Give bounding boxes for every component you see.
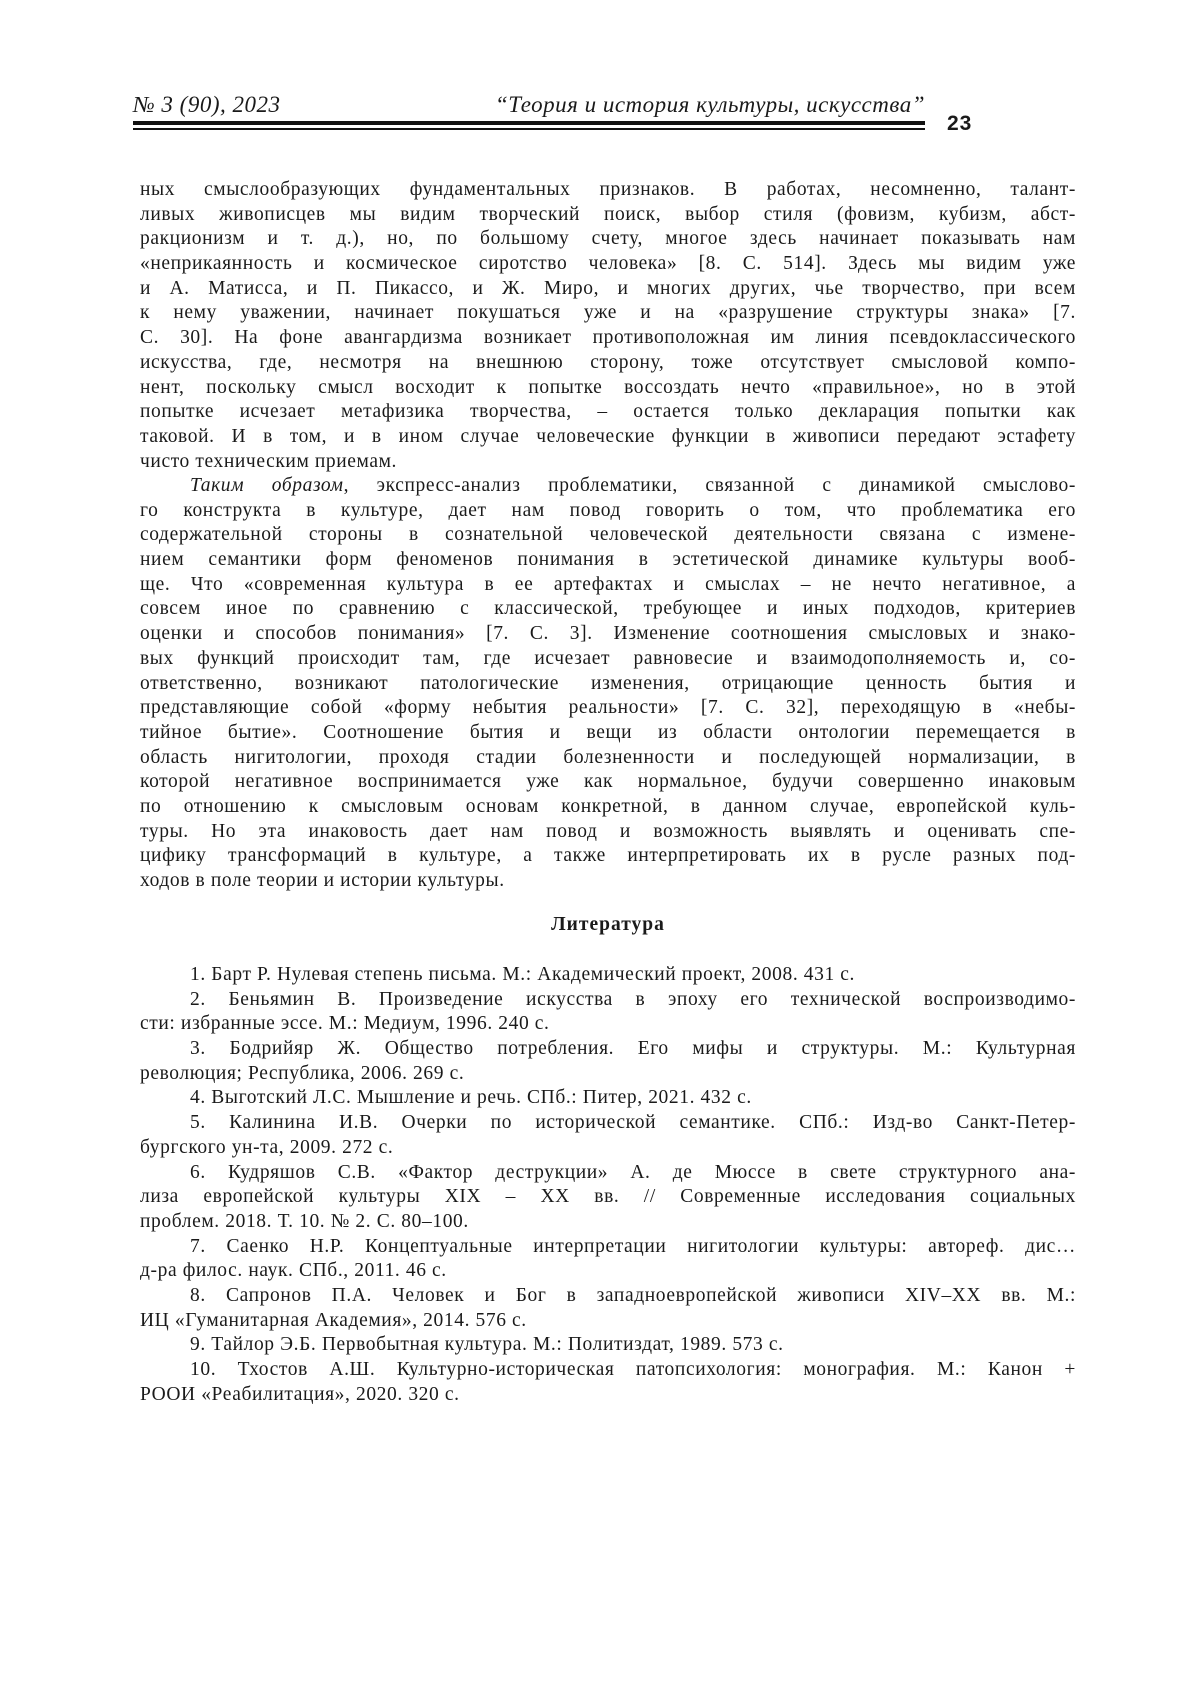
text-line: чисто техническим приемам. [140,450,1076,475]
text-line: и А. Матисса, и П. Пикассо, и Ж. Миро, и многих других, чье творчество, при всем [140,277,1076,302]
paragraph-2 [140,474,1076,894]
reference-item [140,1284,1076,1333]
reference-line: 6. Кудряшов С.В. «Фактор деструкции» А. де Мюссе в свете структурного ана- [140,1161,1076,1186]
reference-line: д-ра филос. наук. СПб., 2011. 46 с. [140,1259,1076,1284]
text-line: по отношению к смысловым основам конкретной, в данном случае, европейской куль- [140,795,1076,820]
reference-line: сти: избранные эссе. М.: Медиум, 1996. 240 с. [140,1012,1076,1037]
text-line: тийное бытие». Соотношение бытия и вещи из области онтологии перемещается в [140,721,1076,746]
text-line: «неприкаянность и космическое сиротство человека» [8. С. 514]. Здесь мы видим уже [140,252,1076,277]
text-line: нием семантики форм феноменов понимания в эстетической динамике культуры вооб- [140,548,1076,573]
reference-line: 2. Беньямин В. Произведение искусства в эпоху его технической воспроизводимо- [140,988,1076,1013]
text-line: вых функций происходит там, где исчезает равновесие и взаимодополняемость и, со- [140,647,1076,672]
header-rule-thin [133,128,925,130]
reference-line: проблем. 2018. Т. 10. № 2. С. 80–100. [140,1210,1076,1235]
reference-item [140,1111,1076,1160]
italic-lead: Таким образом [190,475,344,496]
text-line: цифику трансформаций в культуре, а также интерпретировать их в русле разных под- [140,844,1076,869]
reference-item [140,1161,1076,1235]
header-rule-thick [133,121,925,125]
text-line: туры. Но эта инаковость дает нам повод и возможность выявлять и оценивать спе- [140,820,1076,845]
reference-line: РООИ «Реабилитация», 2020. 320 с. [140,1383,1076,1408]
text-line: ливых живописцев мы видим творческий поиск, выбор стиля (фовизм, кубизм, абст- [140,203,1076,228]
text-line [140,474,1076,499]
text-line: нент, поскольку смысл восходит к попытке воссоздать нечто «правильное», но в этой [140,376,1076,401]
text-line: содержательной стороны в сознательной человеческой деятельности связана с измене- [140,523,1076,548]
text-line: область нигитологии, проходя стадии болезненности и последующей нормализации, в [140,746,1076,771]
reference-line: 3. Бодрийяр Ж. Общество потребления. Его мифы и структуры. М.: Культурная [140,1037,1076,1062]
text-line: го конструкта в культуре, дает нам повод говорить о том, что проблематика его [140,499,1076,524]
text-line: ще. Что «современная культура в ее артефактах и смыслах – не нечто негативное, а [140,573,1076,598]
text-line: искусства, где, несмотря на внешнюю сторону, тоже отсутствует смысловой компо- [140,351,1076,376]
text-line: совсем иное по сравнению с классической, требующее и иных подходов, критериев [140,597,1076,622]
text-line: С. 30]. На фоне авангардизма возникает противоположная им линия псевдоклассического [140,326,1076,351]
reference-line: 5. Калинина И.В. Очерки по исторической семантике. СПб.: Изд-во Санкт-Петер- [140,1111,1076,1136]
reference-line: 8. Сапронов П.А. Человек и Бог в западноевропейской живописи XIV–XX вв. М.: [140,1284,1076,1309]
journal-title: “Теория и история культуры, искусства” [495,92,925,118]
reference-line: лиза европейской культуры XIX – XX вв. // Современные исследования социальных [140,1185,1076,1210]
reference-item [140,1086,1076,1111]
reference-line: 9. Тайлор Э.Б. Первобытная культура. М.: Политиздат, 1989. 573 с. [140,1333,1076,1358]
text-line: ходов в поле теории и истории культуры. [140,869,1076,894]
issue-number: № 3 (90), 2023 [133,92,281,118]
reference-line: 7. Саенко Н.Р. Концептуальные интерпретации нигитологии культуры: автореф. дис… [140,1235,1076,1260]
reference-item [140,1037,1076,1086]
text-line: таковой. И в том, и в ином случае человеческие функции в живописи передают эстафету [140,425,1076,450]
reference-item [140,1235,1076,1284]
text-line: представляющие собой «форму небытия реальности» [7. С. 32], переходящую в «небы- [140,696,1076,721]
references-list [140,963,1076,1407]
page-number: 23 [947,112,972,136]
reference-item [140,988,1076,1037]
reference-line: ИЦ «Гуманитарная Академия», 2014. 576 с. [140,1309,1076,1334]
reference-line: 4. Выготский Л.С. Мышление и речь. СПб.: Питер, 2021. 432 с. [140,1086,1076,1111]
reference-item [140,1333,1076,1358]
reference-line: 10. Тхостов А.Ш. Культурно-историческая патопсихология: монография. М.: Канон + [140,1358,1076,1383]
text-line: которой негативное воспринимается уже как нормальное, будучи совершенно инаковым [140,770,1076,795]
references-heading: Литература [140,914,1076,936]
reference-line: революция; Республика, 2006. 269 с. [140,1062,1076,1087]
text-line: к нему уважении, начинает покушаться уже и на «разрушение структуры знака» [7. [140,301,1076,326]
line-text: , экспресс-анализ проблематики, связанной с динамикой смыслово- [344,475,1076,496]
reference-line: бургского ун-та, 2009. 272 с. [140,1136,1076,1161]
text-line: ответственно, возникают патологические изменения, отрицающие ценность бытия и [140,672,1076,697]
text-line: оценки и способов понимания» [7. С. 3]. Изменение соотношения смысловых и знако- [140,622,1076,647]
paragraph-1 [140,178,1076,474]
text-line: ных смыслообразующих фундаментальных признаков. В работах, несомненно, талант- [140,178,1076,203]
reference-item [140,963,1076,988]
text-line: ракционизм и т. д.), но, по большому счету, многое здесь начинает показывать нам [140,227,1076,252]
reference-item [140,1358,1076,1407]
reference-line: 1. Барт Р. Нулевая степень письма. М.: Академический проект, 2008. 431 с. [140,963,1076,988]
text-line: попытке исчезает метафизика творчества, – остается только декларация попытки как [140,400,1076,425]
